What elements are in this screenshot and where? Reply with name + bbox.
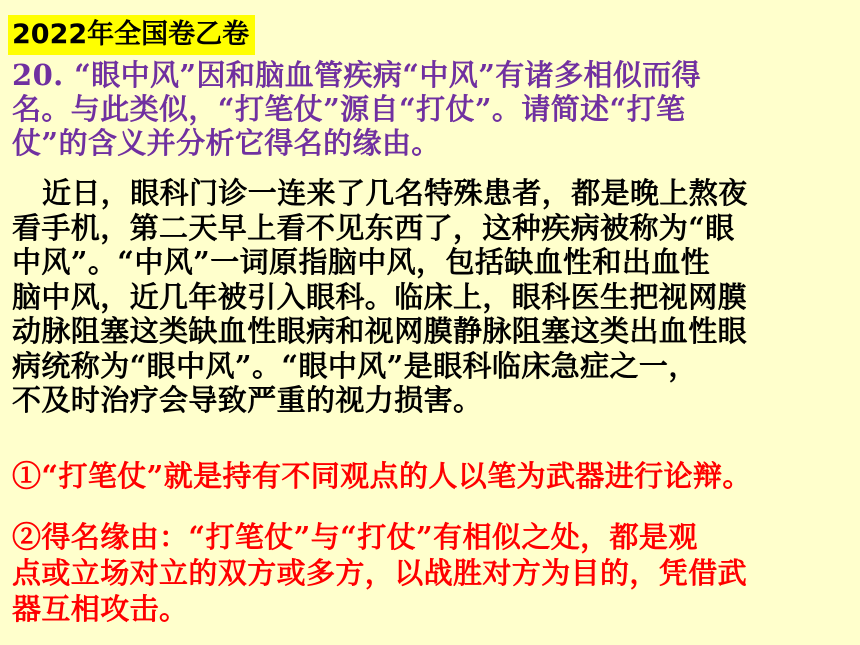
question-line: 名。与此类似，“打笔仗”源自“打仗”。请简述“打笔 <box>12 92 686 126</box>
answer-1-block <box>12 459 860 493</box>
answer-2-block <box>12 519 860 627</box>
question-line: 仗”的含义并分析它得名的缘由。 <box>12 126 441 160</box>
answer-line: ①“打笔仗”就是持有不同观点的人以笔为武器进行论辩。 <box>12 459 752 493</box>
passage-line: 看手机，第二天早上看不见东西了，这种疾病被称为“眼 <box>12 210 735 245</box>
question-line: 20. “眼中风”因和脑血管疾病“中风”有诸多相似而得 <box>12 58 702 92</box>
passage-line: 病统称为“眼中风”。“眼中风”是眼科临床急症之一， <box>12 348 698 383</box>
answer-line: ②得名缘由：“打笔仗”与“打仗”有相似之处，都是观 <box>12 520 698 554</box>
question-block <box>12 58 860 160</box>
answer-line: 器互相攻击。 <box>12 592 189 626</box>
passage-line: 不及时治疗会导致严重的视力损害。 <box>12 383 483 417</box>
answer-line: 点或立场对立的双方或多方，以战胜对方为目的，凭借武 <box>12 556 748 590</box>
passage-block <box>12 176 860 418</box>
passage-line: 近日，眼科门诊一连来了几名特殊患者，都是晚上熬夜 <box>42 176 748 210</box>
passage-line: 中风”。“中风”一词原指脑中风，包括缺血性和出血性 <box>12 245 711 279</box>
passage-line: 动脉阻塞这类缺血性眼病和视网膜静脉阻塞这类出血性眼 <box>12 314 748 348</box>
slide-title: 2022年全国卷乙卷 <box>8 15 255 55</box>
passage-line: 脑中风，近几年被引入眼科。临床上，眼科医生把视网膜 <box>12 279 748 314</box>
